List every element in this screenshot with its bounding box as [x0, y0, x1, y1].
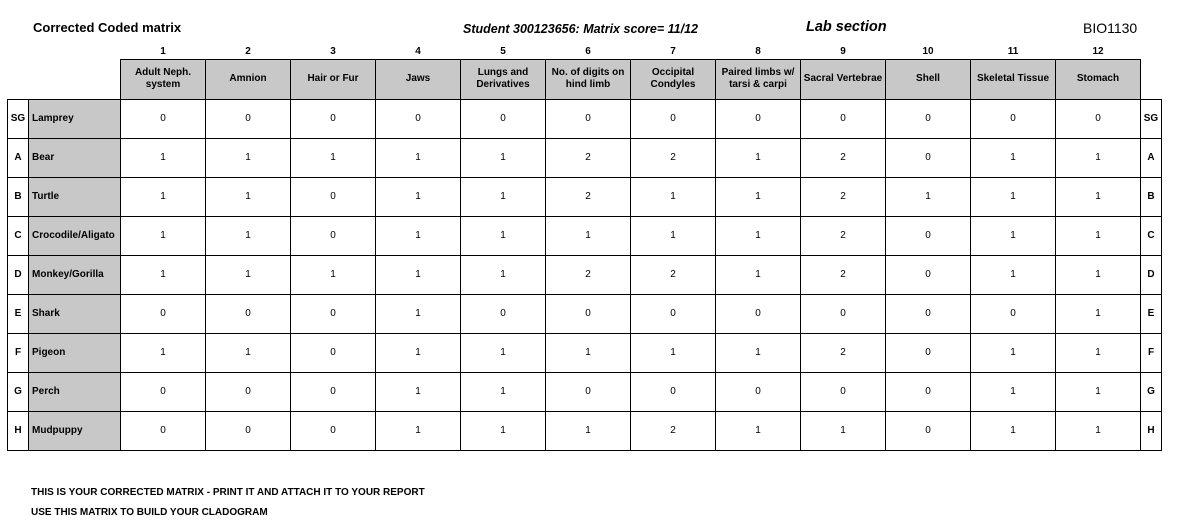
matrix-cell: 0 — [801, 372, 886, 411]
matrix-cell: 0 — [546, 294, 631, 333]
feature-number-6: 6 — [585, 46, 591, 58]
feature-number-5: 5 — [500, 46, 506, 58]
matrix-cell: 2 — [631, 255, 716, 294]
matrix-cell: 0 — [971, 294, 1056, 333]
row-code-right: G — [1141, 372, 1162, 411]
feature-number-1: 1 — [160, 46, 166, 58]
matrix-cell: 1 — [716, 333, 801, 372]
matrix-cell: 0 — [716, 294, 801, 333]
matrix-cell: 1 — [376, 372, 461, 411]
matrix-cell: 0 — [121, 372, 206, 411]
matrix-cell: 0 — [631, 372, 716, 411]
matrix-cell: 1 — [1056, 255, 1141, 294]
matrix-cell: 1 — [971, 138, 1056, 177]
matrix-cell: 0 — [376, 99, 461, 138]
matrix-cell: 1 — [376, 294, 461, 333]
matrix-cell: 0 — [206, 411, 291, 450]
species-name: Perch — [29, 372, 121, 411]
row-code-right: B — [1141, 177, 1162, 216]
matrix-cell: 2 — [801, 177, 886, 216]
matrix-cell: 1 — [376, 333, 461, 372]
matrix-cell: 2 — [631, 411, 716, 450]
matrix-cell: 1 — [971, 411, 1056, 450]
table-row — [8, 138, 1162, 177]
matrix-cell: 1 — [971, 255, 1056, 294]
species-rows — [8, 99, 1162, 450]
feature-number-10: 10 — [922, 46, 934, 58]
feature-header-4: Jaws — [376, 59, 461, 99]
footer-note-print: THIS IS YOUR CORRECTED MATRIX - PRINT IT AND ATTACH IT TO YOUR REPORT — [31, 487, 425, 498]
species-name: Shark — [29, 294, 121, 333]
table-row — [8, 333, 1162, 372]
matrix-cell: 1 — [121, 255, 206, 294]
feature-header-3: Hair or Fur — [291, 59, 376, 99]
matrix-cell: 0 — [206, 372, 291, 411]
matrix-cell: 1 — [546, 411, 631, 450]
feature-header-9: Sacral Vertebrae — [801, 59, 886, 99]
row-code-right: E — [1141, 294, 1162, 333]
matrix-cell: 0 — [886, 294, 971, 333]
matrix-cell: 0 — [631, 99, 716, 138]
matrix-cell: 1 — [631, 216, 716, 255]
matrix-cell: 1 — [1056, 294, 1141, 333]
table-row — [8, 372, 1162, 411]
matrix-cell: 0 — [1056, 99, 1141, 138]
row-code: SG — [8, 99, 29, 138]
matrix-cell: 1 — [376, 138, 461, 177]
matrix-cell: 1 — [376, 255, 461, 294]
course-code: BIO1130 — [1083, 20, 1138, 36]
feature-header-11: Skeletal Tissue — [971, 59, 1056, 99]
matrix-cell: 1 — [971, 372, 1056, 411]
matrix-cell: 1 — [206, 216, 291, 255]
matrix-cell: 0 — [291, 411, 376, 450]
matrix-cell: 0 — [121, 294, 206, 333]
matrix-cell: 1 — [1056, 177, 1141, 216]
matrix-cell: 2 — [546, 177, 631, 216]
matrix-cell: 0 — [291, 333, 376, 372]
feature-number-4: 4 — [415, 46, 421, 58]
matrix-cell: 1 — [716, 177, 801, 216]
row-code: F — [8, 333, 29, 372]
matrix-cell: 1 — [206, 255, 291, 294]
feature-header-12: Stomach — [1056, 59, 1141, 99]
species-name: Mudpuppy — [29, 411, 121, 450]
species-name: Bear — [29, 138, 121, 177]
matrix-cell: 1 — [291, 138, 376, 177]
row-code: D — [8, 255, 29, 294]
matrix-cell: 2 — [801, 333, 886, 372]
matrix-cell: 0 — [291, 177, 376, 216]
matrix-cell: 2 — [801, 216, 886, 255]
row-code-right: A — [1141, 138, 1162, 177]
matrix-cell: 0 — [886, 333, 971, 372]
table-row — [8, 294, 1162, 333]
matrix-cell: 0 — [801, 294, 886, 333]
table-row — [8, 216, 1162, 255]
feature-number-8: 8 — [755, 46, 761, 58]
matrix-cell: 1 — [546, 333, 631, 372]
feature-header-7: Occipital Condyles — [631, 59, 716, 99]
feature-number-9: 9 — [840, 46, 846, 58]
feature-number-7: 7 — [670, 46, 676, 58]
matrix-cell: 0 — [291, 372, 376, 411]
matrix-cell: 0 — [546, 99, 631, 138]
matrix-cell: 1 — [461, 333, 546, 372]
matrix-cell: 1 — [121, 177, 206, 216]
matrix-cell: 1 — [716, 411, 801, 450]
student-score: Student 300123656: Matrix score= 11/12 — [463, 22, 698, 36]
feature-header-5: Lungs and Derivatives — [461, 59, 546, 99]
matrix-cell: 1 — [1056, 372, 1141, 411]
feature-number-11: 11 — [1007, 46, 1019, 58]
feature-header-1: Adult Neph. system — [121, 59, 206, 99]
matrix-cell: 0 — [886, 216, 971, 255]
matrix-cell: 0 — [206, 99, 291, 138]
matrix-cell: 1 — [461, 372, 546, 411]
matrix-cell: 0 — [461, 99, 546, 138]
species-name: Lamprey — [29, 99, 121, 138]
matrix-title: Corrected Coded matrix — [33, 20, 182, 35]
matrix-cell: 0 — [886, 372, 971, 411]
row-code: G — [8, 372, 29, 411]
matrix-cell: 1 — [121, 138, 206, 177]
feature-header-6: No. of digits on hind limb — [546, 59, 631, 99]
matrix-cell: 1 — [461, 138, 546, 177]
table-row — [8, 99, 1162, 138]
matrix-cell: 0 — [971, 99, 1056, 138]
matrix-cell: 1 — [1056, 216, 1141, 255]
species-name: Pigeon — [29, 333, 121, 372]
row-code-right: F — [1141, 333, 1162, 372]
matrix-cell: 0 — [461, 294, 546, 333]
lab-section: Lab section — [806, 19, 887, 35]
matrix-cell: 0 — [886, 411, 971, 450]
matrix-cell: 0 — [546, 372, 631, 411]
row-code: B — [8, 177, 29, 216]
matrix-cell: 1 — [1056, 138, 1141, 177]
row-code: A — [8, 138, 29, 177]
matrix-cell: 2 — [546, 255, 631, 294]
matrix-cell: 1 — [886, 177, 971, 216]
feature-number-row — [8, 45, 1162, 59]
table-row — [8, 411, 1162, 450]
feature-header-row — [8, 59, 1162, 99]
matrix-cell: 1 — [1056, 411, 1141, 450]
matrix-cell: 1 — [631, 333, 716, 372]
matrix-cell: 1 — [121, 216, 206, 255]
feature-header-2: Amnion — [206, 59, 291, 99]
feature-number-3: 3 — [330, 46, 336, 58]
row-code: C — [8, 216, 29, 255]
matrix-cell: 1 — [631, 177, 716, 216]
row-code-right: C — [1141, 216, 1162, 255]
row-code-right: H — [1141, 411, 1162, 450]
matrix-cell: 0 — [886, 255, 971, 294]
matrix-cell: 2 — [801, 138, 886, 177]
matrix-cell: 1 — [801, 411, 886, 450]
species-name: Turtle — [29, 177, 121, 216]
matrix-cell: 0 — [716, 372, 801, 411]
row-code-right: SG — [1141, 99, 1162, 138]
row-code: E — [8, 294, 29, 333]
feature-header-8: Paired limbs w/ tarsi & carpi — [716, 59, 801, 99]
matrix-cell: 1 — [716, 138, 801, 177]
matrix-cell: 0 — [631, 294, 716, 333]
matrix-cell: 1 — [1056, 333, 1141, 372]
matrix-cell: 0 — [291, 294, 376, 333]
matrix-cell: 1 — [206, 177, 291, 216]
matrix-cell: 1 — [461, 216, 546, 255]
matrix-cell: 0 — [716, 99, 801, 138]
matrix-cell: 0 — [886, 99, 971, 138]
matrix-cell: 1 — [206, 333, 291, 372]
matrix-cell: 0 — [291, 99, 376, 138]
matrix-cell: 1 — [376, 177, 461, 216]
matrix-cell: 0 — [121, 411, 206, 450]
row-code: H — [8, 411, 29, 450]
matrix-cell: 2 — [546, 138, 631, 177]
matrix-cell: 0 — [121, 99, 206, 138]
row-code-right: D — [1141, 255, 1162, 294]
matrix-cell: 0 — [886, 138, 971, 177]
matrix-cell: 0 — [801, 99, 886, 138]
matrix-cell: 0 — [206, 294, 291, 333]
matrix-cell: 1 — [546, 216, 631, 255]
matrix-cell: 1 — [376, 411, 461, 450]
matrix-cell: 1 — [971, 216, 1056, 255]
matrix-cell: 0 — [291, 216, 376, 255]
species-name: Monkey/Gorilla — [29, 255, 121, 294]
matrix-cell: 1 — [376, 216, 461, 255]
matrix-cell: 1 — [461, 255, 546, 294]
matrix-cell: 1 — [971, 177, 1056, 216]
coded-matrix-table — [7, 45, 1162, 451]
species-name: Crocodile/Aligato — [29, 216, 121, 255]
matrix-cell: 1 — [716, 255, 801, 294]
matrix-cell: 1 — [206, 138, 291, 177]
feature-header-10: Shell — [886, 59, 971, 99]
feature-number-12: 12 — [1092, 46, 1104, 58]
table-row — [8, 177, 1162, 216]
matrix-cell: 2 — [631, 138, 716, 177]
matrix-cell: 1 — [971, 333, 1056, 372]
table-row — [8, 255, 1162, 294]
feature-number-2: 2 — [245, 46, 251, 58]
matrix-cell: 1 — [461, 411, 546, 450]
matrix-cell: 1 — [716, 216, 801, 255]
footer-note-cladogram: USE THIS MATRIX TO BUILD YOUR CLADOGRAM — [31, 507, 268, 518]
matrix-cell: 1 — [461, 177, 546, 216]
matrix-cell: 2 — [801, 255, 886, 294]
matrix-cell: 1 — [291, 255, 376, 294]
matrix-cell: 1 — [121, 333, 206, 372]
